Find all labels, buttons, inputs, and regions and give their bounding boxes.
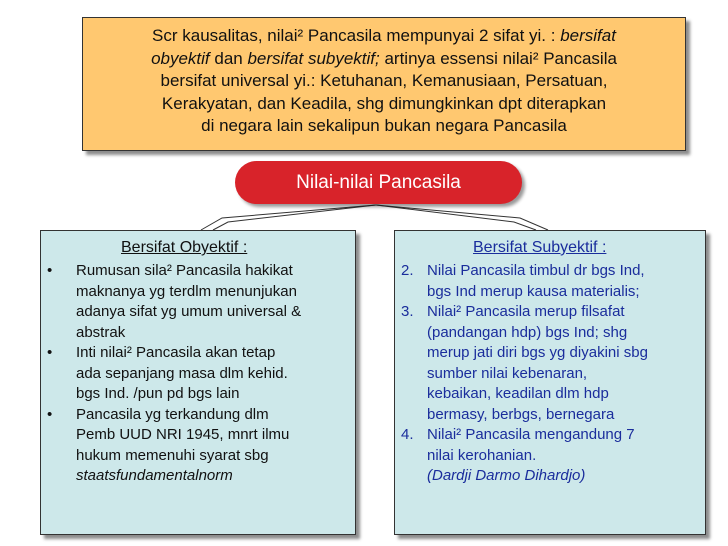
item-number: 3. — [401, 303, 414, 320]
list-item: • Rumusan sila² Pancasila hakikat maknanya yg terdlm menunjukan adanya sifat yg umum universal & abstrak — [47, 262, 302, 341]
connector-right-upper — [376, 205, 548, 230]
item-number: 4. — [401, 426, 414, 443]
bullet-icon: • — [47, 344, 53, 361]
list-item: 2. Nilai Pancasila timbul dr bgs Ind, bgs Ind merup kausa materialis; — [401, 262, 645, 300]
subjective-title: Bersifat Subyektif : — [473, 239, 607, 256]
objective-title: Bersifat Obyektif : — [121, 239, 248, 256]
summary-line-2: obyektif dan bersifat subyektif; artinya essensi nilai² Pancasila — [151, 48, 617, 68]
objective-panel — [40, 230, 356, 535]
connector-left-lower — [213, 205, 376, 230]
list-item: • Pancasila yg terkandung dlm Pemb UUD NRI 1945, mnrt ilmu hukum memenuhi syarat sbg staatsfundamentalnorm — [47, 405, 290, 484]
list-item: 4. Nilai² Pancasila mengandung 7 nilai kerohanian. (Dardji Darmo Dihardjo) — [401, 426, 635, 484]
item-number: 2. — [401, 262, 414, 279]
connector-right-lower — [376, 205, 536, 230]
center-node: Nilai-nilai Pancasila — [235, 161, 522, 204]
bullet-icon: • — [47, 262, 53, 279]
summary-line-1: Scr kausalitas, nilai² Pancasila mempunyai 2 sifat yi. : bersifat — [152, 26, 616, 45]
summary-line-4: Kerakyatan, dan Keadila, shg dimungkinkan dpt diterapkan — [161, 93, 607, 113]
summary-line-5: di negara lain sekalipun bukan negara Pancasila — [201, 116, 567, 135]
connector-left-upper — [201, 205, 376, 230]
list-item: • Inti nilai² Pancasila akan tetap ada sepanjang masa dlm kehid. bgs Ind. /pun pd bgs lain — [47, 344, 288, 402]
summary-line-3: bersifat universal yi.: Ketuhanan, Kemanusiaan, Persatuan, — [160, 71, 608, 90]
subjective-list — [395, 261, 705, 487]
summary-box — [82, 17, 686, 151]
objective-list — [41, 261, 355, 487]
bullet-icon: • — [47, 405, 53, 423]
list-item: 3. Nilai² Pancasila merup filsafat (pandangan hdp) bgs Ind; shg merup jati diri bgs yg diyakini sbg sumber nilai kebenaran, kebaikan, keadilan dlm hdp bermasy, berbgs, bernegara — [401, 303, 648, 423]
subjective-panel — [394, 230, 706, 535]
